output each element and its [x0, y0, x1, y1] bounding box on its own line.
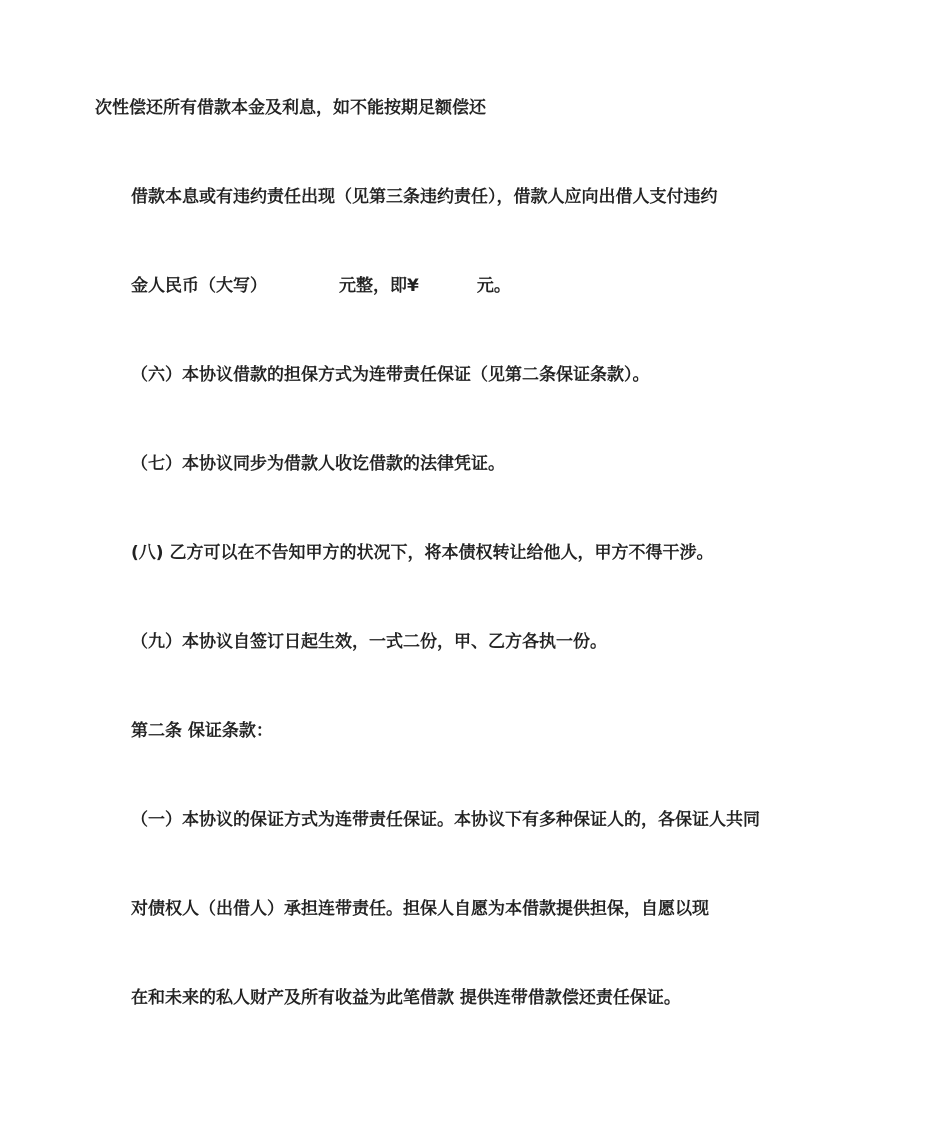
text-line-11: 在和未来的私人财产及所有收益为此笔借款 提供连带借款偿还责任保证。	[131, 988, 681, 1008]
text-line-10: 对债权人（出借人）承担连带责任。担保人自愿为本借款提供担保，自愿以现	[131, 899, 709, 919]
amount-label-chinese: 金人民币（大写）	[131, 276, 267, 296]
text-line-4: （六）本协议借款的担保方式为连带责任保证（见第二条保证条款）。	[131, 365, 650, 385]
text-line-5: （七）本协议同步为借款人收讫借款的法律凭证。	[131, 454, 505, 474]
text-line-7: （九）本协议自签订日起生效，一式二份，甲、乙方各执一份。	[131, 632, 607, 652]
text-line-9: （一）本协议的保证方式为连带责任保证。本协议下有多种保证人的，各保证人共同	[131, 810, 760, 830]
section-heading: 第二条 保证条款：	[131, 721, 273, 741]
amount-label-yuan: 元整，即¥	[339, 276, 419, 296]
text-line-2: 借款本息或有违约责任出现（见第三条违约责任），借款人应向出借人支付违约	[131, 187, 718, 207]
text-line-1: 次性偿还所有借款本金及利息，如不能按期足额偿还	[95, 98, 486, 118]
text-line-3	[131, 275, 511, 297]
amount-label-end: 元。	[476, 276, 511, 296]
text-line-6: (八) 乙方可以在不告知甲方的状况下，将本债权转让给他人，甲方不得干涉。	[131, 543, 714, 563]
